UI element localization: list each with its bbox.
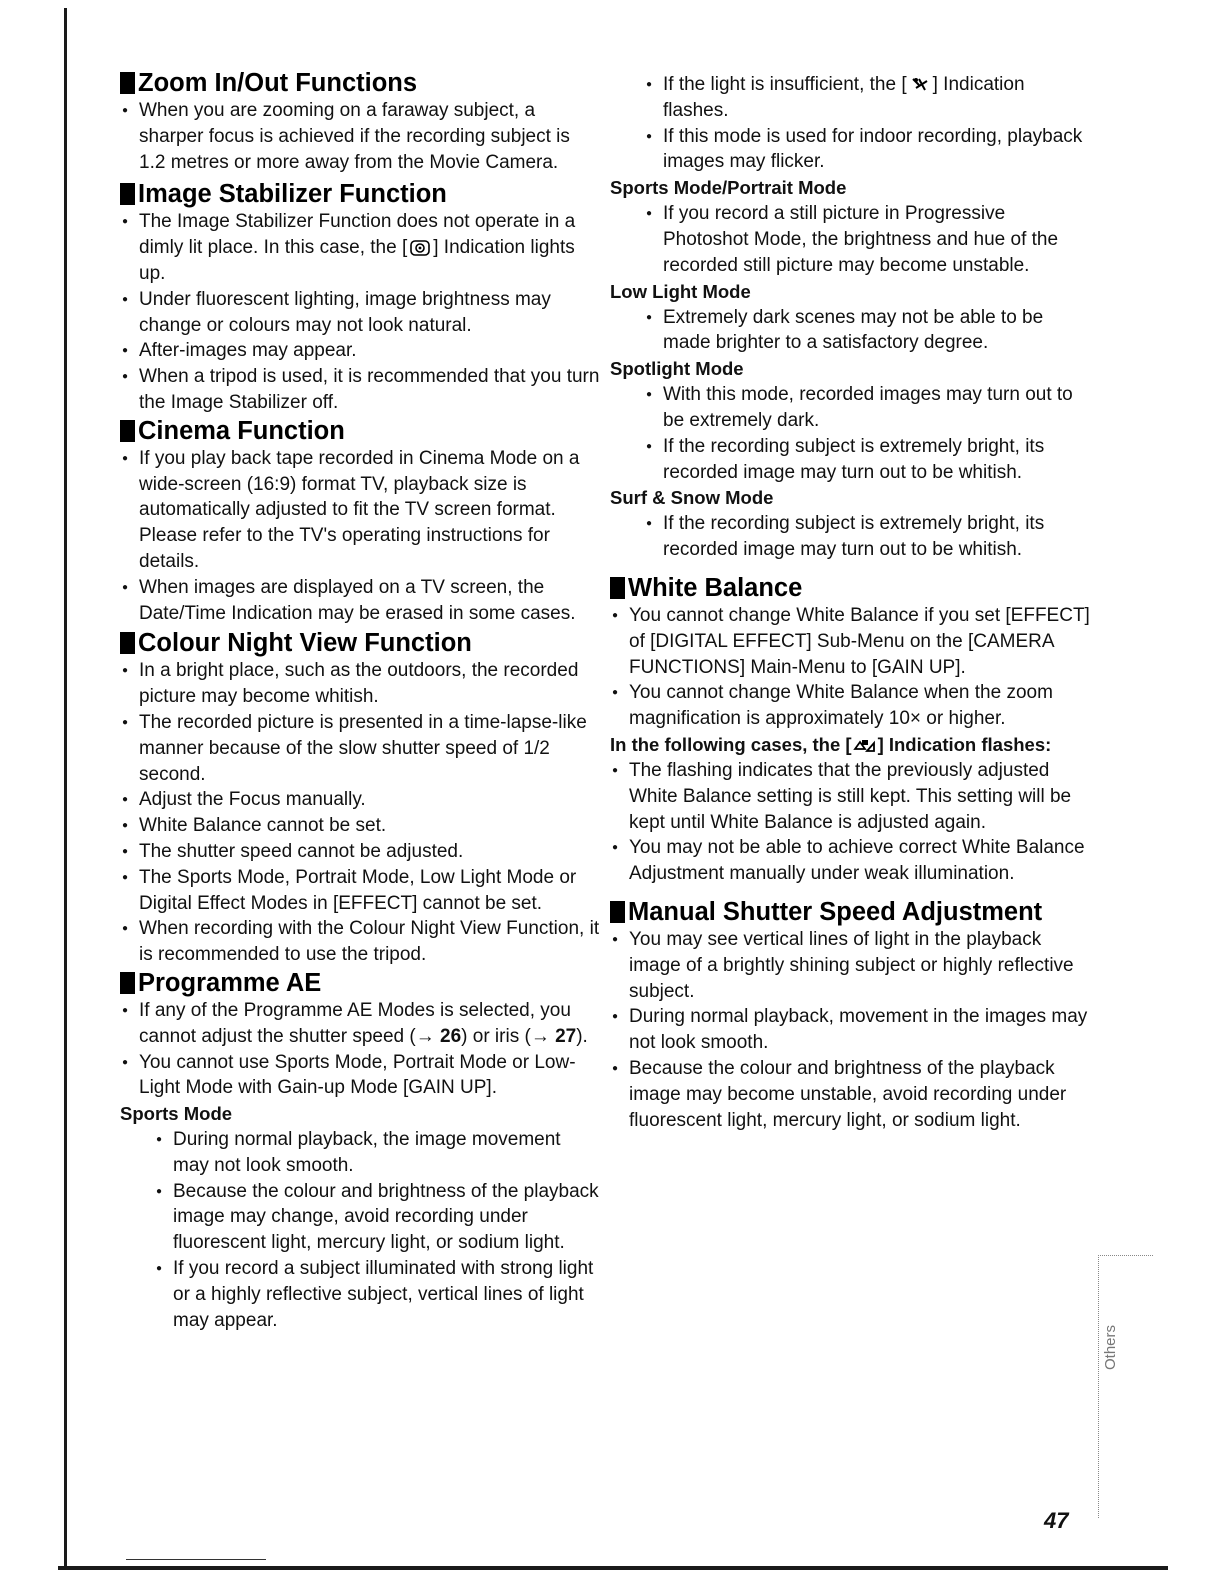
surf-snow-bullets <box>610 511 1090 563</box>
section-heading-stabilizer: Image Stabilizer Function <box>120 179 600 209</box>
white-balance-icon <box>852 737 878 755</box>
heading-square-icon <box>120 632 135 654</box>
cinema-bullets <box>120 446 600 627</box>
list-item: ● When recording with the Colour Night View Function, it is recommended to use the tripod. <box>120 916 600 968</box>
list-item: ● If the recording subject is extremely bright, its recorded image may turn out to be whitish. <box>610 511 1090 563</box>
subheading-sports-mode: Sports Mode <box>120 1103 233 1125</box>
list-item: ● You cannot change White Balance if you set [EFFECT] of [DIGITAL EFFECT] Sub-Menu on the [CAMERA FUNCTIONS] Main-Menu to [GAIN UP]. <box>610 603 1090 680</box>
subheading-white-balance-flash: In the following cases, the [ ] Indication flashes: <box>610 733 1052 755</box>
heading-square-icon <box>120 183 135 205</box>
low-light-icon <box>907 76 933 94</box>
heading-square-icon <box>610 901 625 923</box>
list-item: ● During normal playback, the image movement may not look smooth. <box>120 1127 600 1179</box>
list-item: ● With this mode, recorded images may turn out to be extremely dark. <box>610 382 1090 434</box>
subheading-portrait-mode: Sports Mode/Portrait Mode <box>610 177 847 199</box>
subheading-low-light-mode: Low Light Mode <box>610 280 751 302</box>
list-item: ● During normal playback, movement in the images may not look smooth. <box>610 1004 1090 1056</box>
list-item: ● If the light is insufficient, the [ ] Indication flashes. <box>610 72 1090 124</box>
list-item: ● The Image Stabilizer Function does not operate in a dimly lit place. In this case, the [ ] Indication lights up. <box>120 209 600 286</box>
list-item: ● Extremely dark scenes may not be able to be made brighter to a satisfactory degree. <box>610 305 1090 357</box>
list-item: ● You may not be able to achieve correct White Balance Adjustment manually under weak illumination. <box>610 835 1090 887</box>
section-heading-white-balance: White Balance <box>610 573 1090 603</box>
bottom-rule <box>58 1566 1168 1570</box>
list-item: ● If you record a still picture in Progressive Photoshot Mode, the brightness and hue of the recorded still picture may become unstable. <box>610 201 1090 278</box>
list-item: ● The flashing indicates that the previously adjusted White Balance setting is still kept. This setting will be kept until White Balance is adjusted again. <box>610 758 1090 835</box>
manual-shutter-bullets <box>610 927 1090 1133</box>
list-item: ● In a bright place, such as the outdoors, the recorded picture may become whitish. <box>120 658 600 710</box>
side-tab-label: Others <box>1102 1324 1119 1370</box>
page-number: 47 <box>1044 1508 1069 1533</box>
list-item: ● You cannot change White Balance when the zoom magnification is approximately 10× or higher. <box>610 680 1090 732</box>
heading-square-icon <box>120 972 135 994</box>
page-reference: → 26 <box>415 1025 462 1047</box>
side-tab <box>1098 1255 1153 1518</box>
list-item: ● The Sports Mode, Portrait Mode, Low Light Mode or Digital Effect Modes in [EFFECT] cannot be set. <box>120 865 600 917</box>
page-reference: → 27 <box>530 1025 577 1047</box>
heading-square-icon <box>120 420 135 442</box>
left-margin-rule <box>64 8 67 1568</box>
zoom-bullets <box>120 98 600 175</box>
list-item: ● Because the colour and brightness of the playback image may change, avoid recording under fluorescent light, mercury light, or sodium light. <box>120 1179 600 1256</box>
list-item: ● If this mode is used for indoor recording, playback images may flicker. <box>610 124 1090 176</box>
list-item: ● If you record a subject illuminated with strong light or a highly reflective subject, vertical lines of light may appear. <box>120 1256 600 1333</box>
list-item: ● When images are displayed on a TV screen, the Date/Time Indication may be erased in some cases. <box>120 575 600 627</box>
subheading-surf-snow-mode: Surf & Snow Mode <box>610 487 774 509</box>
right-column <box>610 72 1090 1133</box>
white-balance-bullets <box>610 603 1090 732</box>
white-balance-flash-bullets <box>610 758 1090 887</box>
sports-mode-bullets <box>120 1127 600 1333</box>
stabilizer-warning-icon <box>407 239 433 257</box>
section-heading-manual-shutter: Manual Shutter Speed Adjustment <box>610 897 1090 927</box>
section-heading-cinema: Cinema Function <box>120 416 600 446</box>
list-item: ● After-images may appear. <box>120 338 600 364</box>
list-item: ● White Balance cannot be set. <box>120 813 600 839</box>
list-item: ● If you play back tape recorded in Cinema Mode on a wide-screen (16:9) format TV, playback size is automatically adjusted to fit the TV screen format. Please refer to the TV's operating instructions for details. <box>120 446 600 575</box>
list-item: ● If the recording subject is extremely bright, its recorded image may turn out to be whitish. <box>610 434 1090 486</box>
section-heading-night-view: Colour Night View Function <box>120 628 600 658</box>
heading-square-icon <box>610 577 625 599</box>
sports-mode-cont-bullets <box>610 72 1090 175</box>
section-heading-programme-ae: Programme AE <box>120 968 600 998</box>
bottom-rule-thin <box>126 1559 266 1560</box>
programme-ae-bullets <box>120 998 600 1101</box>
list-item: ● The recorded picture is presented in a time-lapse-like manner because of the slow shutter speed of 1/2 second. <box>120 710 600 787</box>
low-light-bullets <box>610 305 1090 357</box>
list-item: ● You may see vertical lines of light in the playback image of a brightly shining subject or highly reflective subject. <box>610 927 1090 1004</box>
section-heading-zoom: Zoom In/Out Functions <box>120 68 600 98</box>
left-column <box>120 68 600 1333</box>
list-item: ● If any of the Programme AE Modes is selected, you cannot adjust the shutter speed (→ 26) or iris (→ 27). <box>120 998 600 1050</box>
night-view-bullets <box>120 658 600 968</box>
heading-square-icon <box>120 72 135 94</box>
list-item: ● Under fluorescent lighting, image brightness may change or colours may not look natural. <box>120 287 600 339</box>
list-item: ● Because the colour and brightness of the playback image may become unstable, avoid recording under fluorescent light, mercury light, or sodium light. <box>610 1056 1090 1133</box>
list-item: ● When a tripod is used, it is recommended that you turn the Image Stabilizer off. <box>120 364 600 416</box>
list-item: ● When you are zooming on a faraway subject, a sharper focus is achieved if the recording subject is 1.2 metres or more away from the Movie Camera. <box>120 98 600 175</box>
portrait-mode-bullets <box>610 201 1090 278</box>
list-item: ● You cannot use Sports Mode, Portrait Mode or Low-Light Mode with Gain-up Mode [GAIN UP]. <box>120 1050 600 1102</box>
stabilizer-bullets <box>120 209 600 415</box>
subheading-spotlight-mode: Spotlight Mode <box>610 358 744 380</box>
spotlight-bullets <box>610 382 1090 485</box>
list-item: ● The shutter speed cannot be adjusted. <box>120 839 600 865</box>
list-item: ● Adjust the Focus manually. <box>120 787 600 813</box>
